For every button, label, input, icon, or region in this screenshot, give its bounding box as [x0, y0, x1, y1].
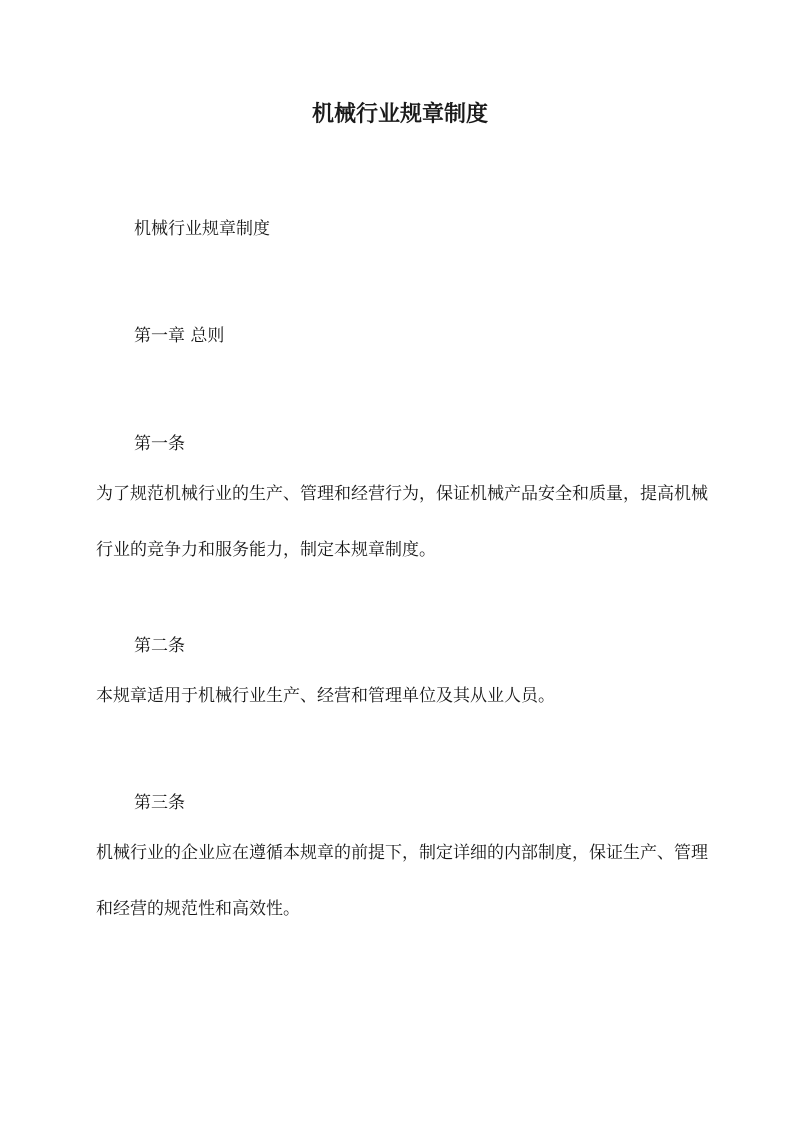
- chapter-heading: 第一章 总则: [134, 326, 225, 346]
- article-3-heading: 第三条: [134, 793, 185, 813]
- document-title: 机械行业规章制度: [311, 101, 488, 127]
- article-1-heading: 第一条: [134, 434, 185, 454]
- document-subtitle: 机械行业规章制度: [134, 219, 270, 239]
- article-3-text: 机械行业的企业应在遵循本规章的前提下，制定详细的内部制度，保证生产、管理和经营的规范性和高效性。: [96, 843, 708, 919]
- article-2-heading: 第二条: [134, 636, 185, 656]
- article-1-text: 为了规范机械行业的生产、管理和经营行为，保证机械产品安全和质量，提高机械行业的竞争力和服务能力，制定本规章制度。: [96, 484, 708, 560]
- article-2-text: 本规章适用于机械行业生产、经营和管理单位及其从业人员。: [96, 686, 555, 706]
